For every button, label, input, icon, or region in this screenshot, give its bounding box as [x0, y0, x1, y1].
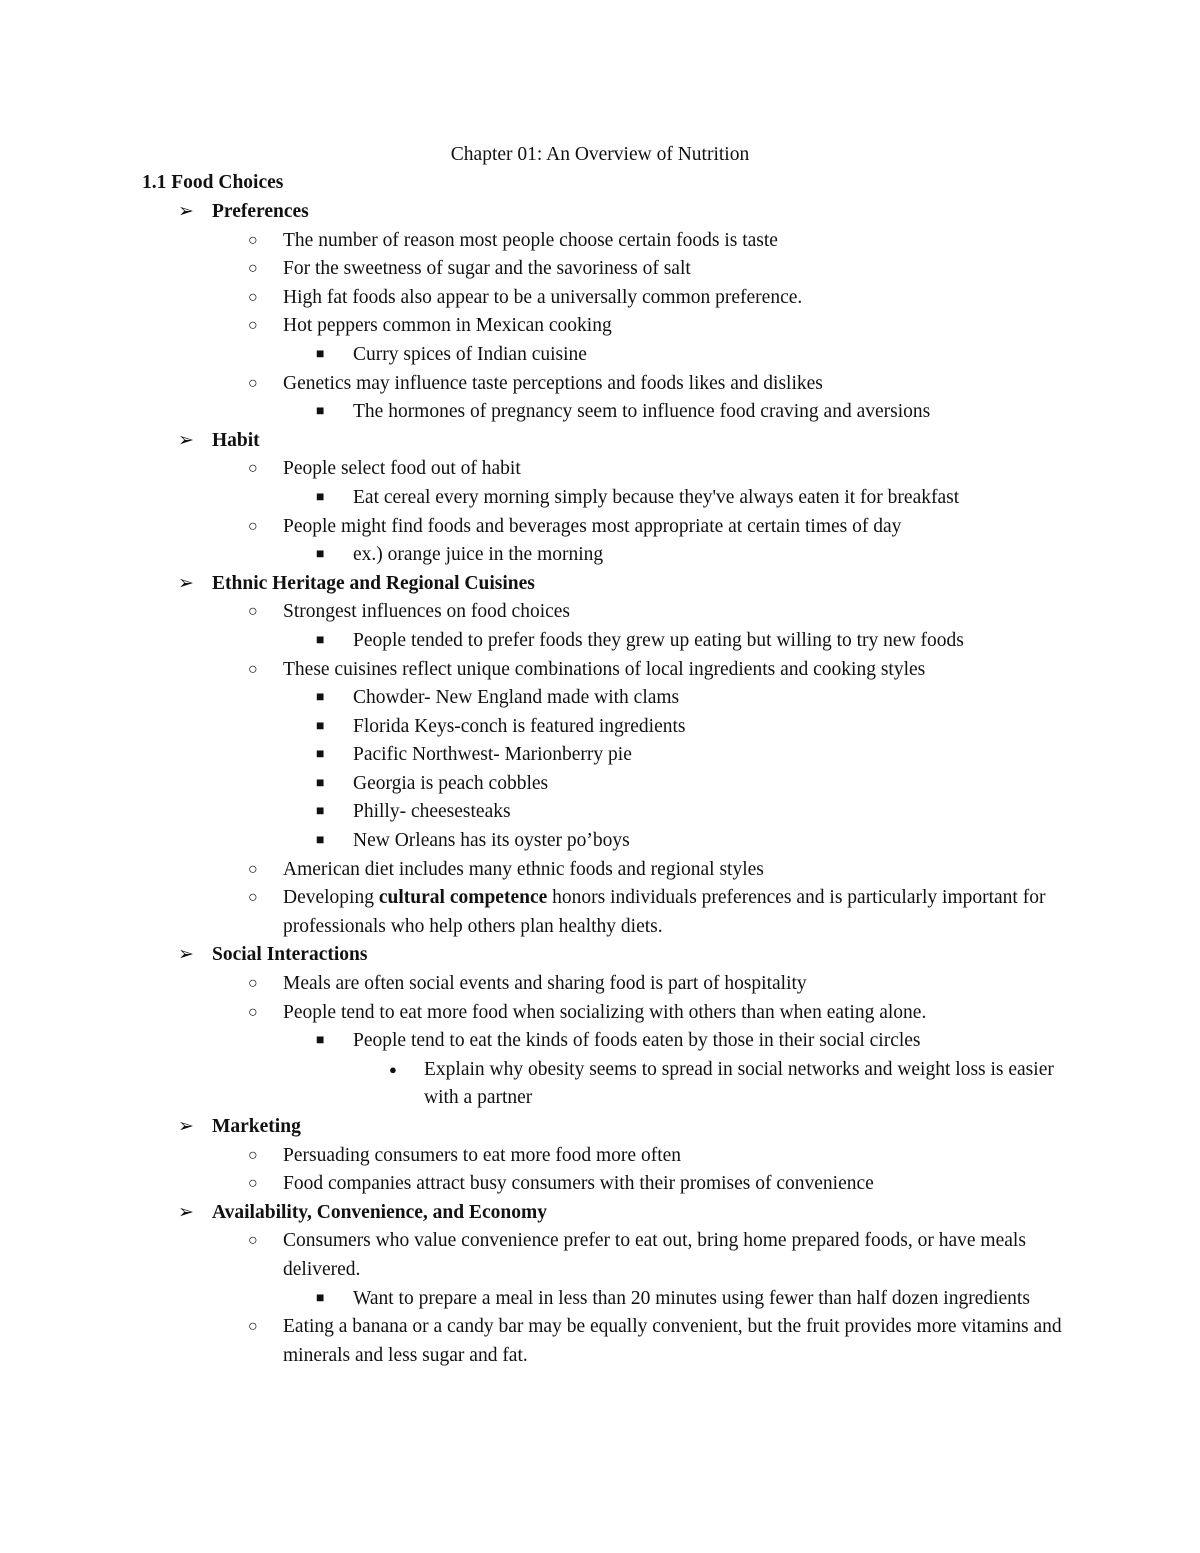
- outline-item-text: Chowder- New England made with clams: [353, 687, 680, 709]
- outline-heading: [0, 198, 1200, 227]
- outline-item: [0, 370, 1200, 399]
- outline-item-text: People select food out of habit: [283, 458, 521, 480]
- outline-item: [0, 684, 1200, 713]
- outline-item-text: Marketing: [212, 1116, 301, 1137]
- hollow-circle-bullet-icon: ○: [248, 1232, 258, 1250]
- outline-item-text: Persuading consumers to eat more food more often: [283, 1144, 682, 1166]
- outline-heading: [0, 427, 1200, 456]
- hollow-circle-bullet-icon: ○: [248, 460, 258, 478]
- filled-square-bullet-icon: ■: [316, 489, 325, 505]
- outline-item-text: Habit: [212, 429, 260, 451]
- outline-heading: [0, 1199, 1200, 1228]
- outline-item-text: Meals are often social events and sharing food is part of hospitality: [283, 973, 807, 995]
- outline-item: [0, 713, 1200, 742]
- outline-item: [0, 1313, 1200, 1370]
- outline-item-text: The number of reason most people choose certain foods is taste: [283, 229, 778, 251]
- outline-item: [0, 798, 1200, 827]
- hollow-circle-bullet-icon: ○: [248, 860, 258, 878]
- outline-item-text: The hormones of pregnancy seem to influence food craving and aversions: [353, 401, 931, 423]
- hollow-circle-bullet-icon: ○: [248, 603, 258, 621]
- outline-item-text: Social Interactions: [212, 944, 368, 966]
- hollow-circle-bullet-icon: ○: [248, 374, 258, 392]
- outline-item-text: Ethnic Heritage and Regional Cuisines: [212, 572, 535, 594]
- outline-heading: [0, 1113, 1200, 1142]
- outline-item: [0, 455, 1200, 484]
- filled-square-bullet-icon: ■: [316, 1290, 325, 1306]
- outline-heading: [0, 941, 1200, 970]
- key-term: cultural competence: [378, 887, 548, 909]
- hollow-circle-bullet-icon: ○: [248, 1175, 258, 1193]
- hollow-circle-bullet-icon: ○: [248, 889, 258, 907]
- filled-square-bullet-icon: ■: [316, 404, 325, 420]
- outline-item: [0, 227, 1200, 256]
- filled-square-bullet-icon: ■: [316, 833, 325, 849]
- outline-item: [0, 255, 1200, 284]
- outline-item-text: People tended to prefer foods they grew up eating but willing to try new foods: [353, 629, 964, 651]
- outline-item: [0, 970, 1200, 999]
- arrowhead-bullet-icon: ➢: [178, 1201, 194, 1223]
- hollow-circle-bullet-icon: ○: [248, 975, 258, 993]
- outline-item: [0, 884, 1200, 941]
- arrowhead-bullet-icon: ➢: [178, 572, 194, 594]
- outline-item: [0, 341, 1200, 370]
- outline-item-text: For the sweetness of sugar and the savoriness of salt: [283, 258, 691, 280]
- outline-item-text: Florida Keys-conch is featured ingredients: [353, 715, 686, 737]
- hollow-circle-bullet-icon: ○: [248, 260, 258, 278]
- outline-item-text: [283, 884, 1063, 941]
- outline-item: [0, 1170, 1200, 1199]
- outline-item: [0, 484, 1200, 513]
- outline-item-text: These cuisines reflect unique combinations of local ingredients and cooking styles: [283, 658, 926, 680]
- outline-item-text: People tend to eat the kinds of foods eaten by those in their social circles: [353, 1030, 921, 1052]
- hollow-circle-bullet-icon: ○: [248, 517, 258, 535]
- outline-item-text: Georgia is peach cobbles: [353, 772, 549, 794]
- outline-item-text: Strongest influences on food choices: [283, 601, 571, 623]
- outline-item: [0, 284, 1200, 313]
- section-heading: 1.1 Food Choices: [142, 172, 284, 193]
- outline-item: [0, 312, 1200, 341]
- outline-list: [0, 198, 1200, 1370]
- hollow-circle-bullet-icon: ○: [248, 288, 258, 306]
- filled-square-bullet-icon: ■: [316, 804, 325, 820]
- filled-square-bullet-icon: ■: [316, 775, 325, 791]
- arrowhead-bullet-icon: ➢: [178, 201, 194, 222]
- outline-item-text: Preferences: [212, 201, 309, 222]
- outline-item-text: Consumers who value convenience prefer to eat out, bring home prepared foods, or have meals delivered.: [283, 1230, 1026, 1280]
- outline-item: [0, 1027, 1200, 1056]
- outline-item: [0, 598, 1200, 627]
- outline-item: [0, 1056, 1200, 1113]
- filled-square-bullet-icon: ■: [316, 690, 325, 706]
- outline-item-text: Genetics may influence taste perceptions and foods likes and dislikes: [283, 372, 823, 394]
- hollow-circle-bullet-icon: ○: [248, 1318, 258, 1336]
- outline-item-text: ex.) orange juice in the morning: [353, 544, 604, 566]
- outline-item-text: Food companies attract busy consumers with their promises of convenience: [283, 1173, 874, 1195]
- outline-item-text: Explain why obesity seems to spread in social networks and weight loss is easier with a partner: [424, 1058, 1054, 1109]
- outline-item: [0, 627, 1200, 656]
- filled-circle-bullet-icon: ●: [389, 1061, 397, 1077]
- filled-square-bullet-icon: ■: [316, 1033, 325, 1049]
- outline-item: [0, 1227, 1200, 1284]
- text-segment: honors individuals preferences and is particularly important for professionals who help others plan healthy diets.: [283, 887, 1046, 937]
- outline-item: [0, 656, 1200, 685]
- outline-item-text: People tend to eat more food when socializing with others than when eating alone.: [283, 1001, 927, 1023]
- outline-item: [0, 827, 1200, 856]
- outline-item: [0, 999, 1200, 1028]
- outline-item-text: Curry spices of Indian cuisine: [353, 343, 587, 365]
- arrowhead-bullet-icon: ➢: [178, 1116, 194, 1137]
- filled-square-bullet-icon: ■: [316, 747, 325, 763]
- hollow-circle-bullet-icon: ○: [248, 1146, 258, 1164]
- outline-item-text: American diet includes many ethnic foods and regional styles: [283, 858, 764, 880]
- arrowhead-bullet-icon: ➢: [178, 944, 194, 966]
- filled-square-bullet-icon: ■: [316, 346, 325, 362]
- outline-item-text: Want to prepare a meal in less than 20 minutes using fewer than half dozen ingredients: [353, 1287, 1030, 1309]
- outline-heading: [0, 570, 1200, 599]
- arrowhead-bullet-icon: ➢: [178, 429, 194, 451]
- outline-item-text: High fat foods also appear to be a universally common preference.: [283, 286, 803, 308]
- outline-item-text: People might find foods and beverages most appropriate at certain times of day: [283, 515, 902, 537]
- outline-item-text: Philly- cheesesteaks: [353, 801, 511, 823]
- hollow-circle-bullet-icon: ○: [248, 231, 258, 249]
- hollow-circle-bullet-icon: ○: [248, 317, 258, 335]
- outline-item: [0, 1285, 1200, 1314]
- page-title: Chapter 01: An Overview of Nutrition: [450, 144, 750, 165]
- outline-item: [0, 856, 1200, 885]
- outline-item: [0, 513, 1200, 542]
- outline-item: [0, 398, 1200, 427]
- outline-item: [0, 541, 1200, 570]
- outline-item: [0, 770, 1200, 799]
- outline-item: [0, 1142, 1200, 1171]
- filled-square-bullet-icon: ■: [316, 547, 325, 563]
- filled-square-bullet-icon: ■: [316, 718, 325, 734]
- hollow-circle-bullet-icon: ○: [248, 1003, 258, 1021]
- text-segment: Developing: [283, 887, 379, 909]
- outline-item-text: Pacific Northwest- Marionberry pie: [353, 744, 632, 766]
- outline-item-text: Eat cereal every morning simply because they've always eaten it for breakfast: [353, 486, 960, 508]
- outline-item-text: New Orleans has its oyster po’boys: [353, 830, 630, 852]
- filled-square-bullet-icon: ■: [316, 632, 325, 648]
- outline-item-text: Eating a banana or a candy bar may be equally convenient, but the fruit provides more vitamins and minerals and less sugar and fat.: [283, 1316, 1062, 1366]
- outline-item-text: Hot peppers common in Mexican cooking: [283, 315, 612, 337]
- outline-item-text: Availability, Convenience, and Economy: [212, 1201, 547, 1223]
- hollow-circle-bullet-icon: ○: [248, 660, 258, 678]
- outline-item: [0, 741, 1200, 770]
